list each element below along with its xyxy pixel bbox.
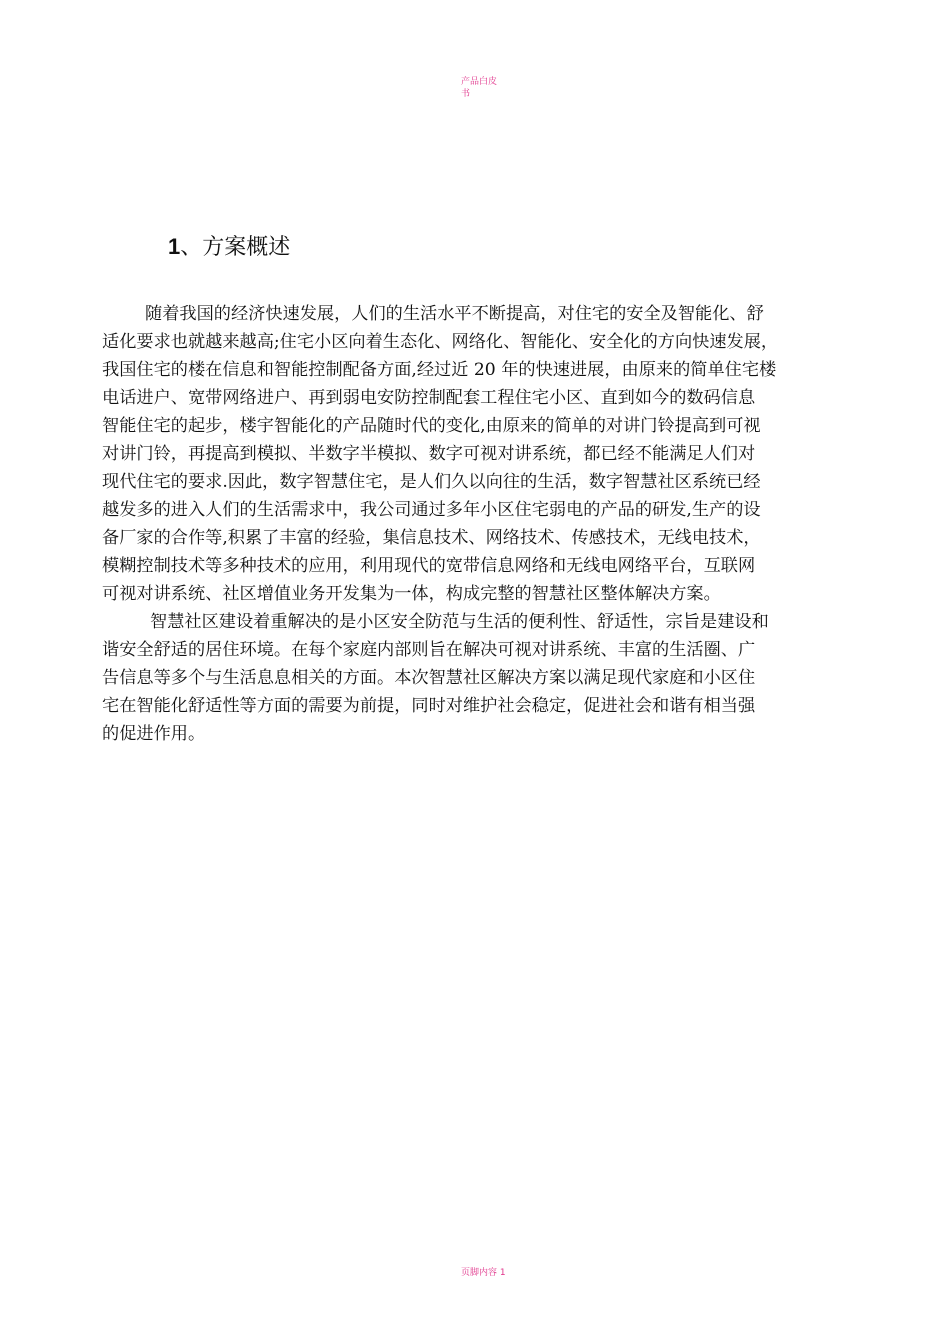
paragraph-1-line: 电话进户、宽带网络进户、再到弱电安防控制配套工程住宅小区、直到如今的数码信息 xyxy=(102,388,756,408)
header-line-1: 产品白皮 xyxy=(461,77,498,87)
paragraph-1-line: 对讲门铃，再提高到模拟、半数字半模拟、数字可视对讲系统，都已经不能满足人们对 xyxy=(102,444,756,464)
section-heading xyxy=(168,230,290,265)
paragraph-1-line: 模糊控制技术等多种技术的应用，利用现代的宽带信息网络和无线电网络平台，互联网 xyxy=(102,556,756,576)
paragraph-2-line: 宅在智能化舒适性等方面的需要为前提，同时对维护社会稳定，促进社会和谐有相当强 xyxy=(102,696,756,716)
paragraph-1-line: 我国住宅的楼在信息和智能控制配备方面,经过近 20 年的快速进展，由原来的简单住宅楼 xyxy=(102,360,777,380)
paragraph-1-line: 可视对讲系统、社区增值业务开发集为一体，构成完整的智慧社区整体解决方案。 xyxy=(102,584,721,604)
page-header xyxy=(461,76,521,100)
paragraph-2-line: 的促进作用。 xyxy=(102,724,206,744)
section-title: 、方案概述 xyxy=(180,235,291,260)
paragraph-1-line: 备厂家的合作等,积累了丰富的经验，集信息技术、网络技术、传感技术，无线电技术， xyxy=(102,528,761,548)
header-line-2: 书 xyxy=(461,89,471,99)
paragraph-1-line: 智能住宅的起步，楼宇智能化的产品随时代的变化,由原来的简单的对讲门铃提高到可视 xyxy=(102,416,761,436)
body-text xyxy=(102,300,854,748)
paragraph-1-line: 现代住宅的要求.因此，数字智慧住宅，是人们久以向往的生活，数字智慧社区系统已经 xyxy=(102,472,761,492)
paragraph-2-line: 谐安全舒适的居住环境。在每个家庭内部则旨在解决可视对讲系统、丰富的生活圈、广 xyxy=(102,640,756,660)
paragraph-1-line: 适化要求也就越来越高;住宅小区向着生态化、网络化、智能化、安全化的方向快速发展， xyxy=(102,332,779,352)
page-footer: 页脚内容 1 xyxy=(461,1268,506,1278)
paragraph-1-line: 越发多的进入人们的生活需求中，我公司通过多年小区住宅弱电的产品的研发,生产的设 xyxy=(102,500,761,520)
paragraph-1-line: 随着我国的经济快速发展，人们的生活水平不断提高，对住宅的安全及智能化、舒 xyxy=(145,304,764,324)
paragraph-2-line: 告信息等多个与生活息息相关的方面。本次智慧社区解决方案以满足现代家庭和小区住 xyxy=(102,668,756,688)
section-number: 1 xyxy=(168,234,181,259)
paragraph-2-line: 智慧社区建设着重解决的是小区安全防范与生活的便利性、舒适性，宗旨是建设和 xyxy=(150,612,769,632)
